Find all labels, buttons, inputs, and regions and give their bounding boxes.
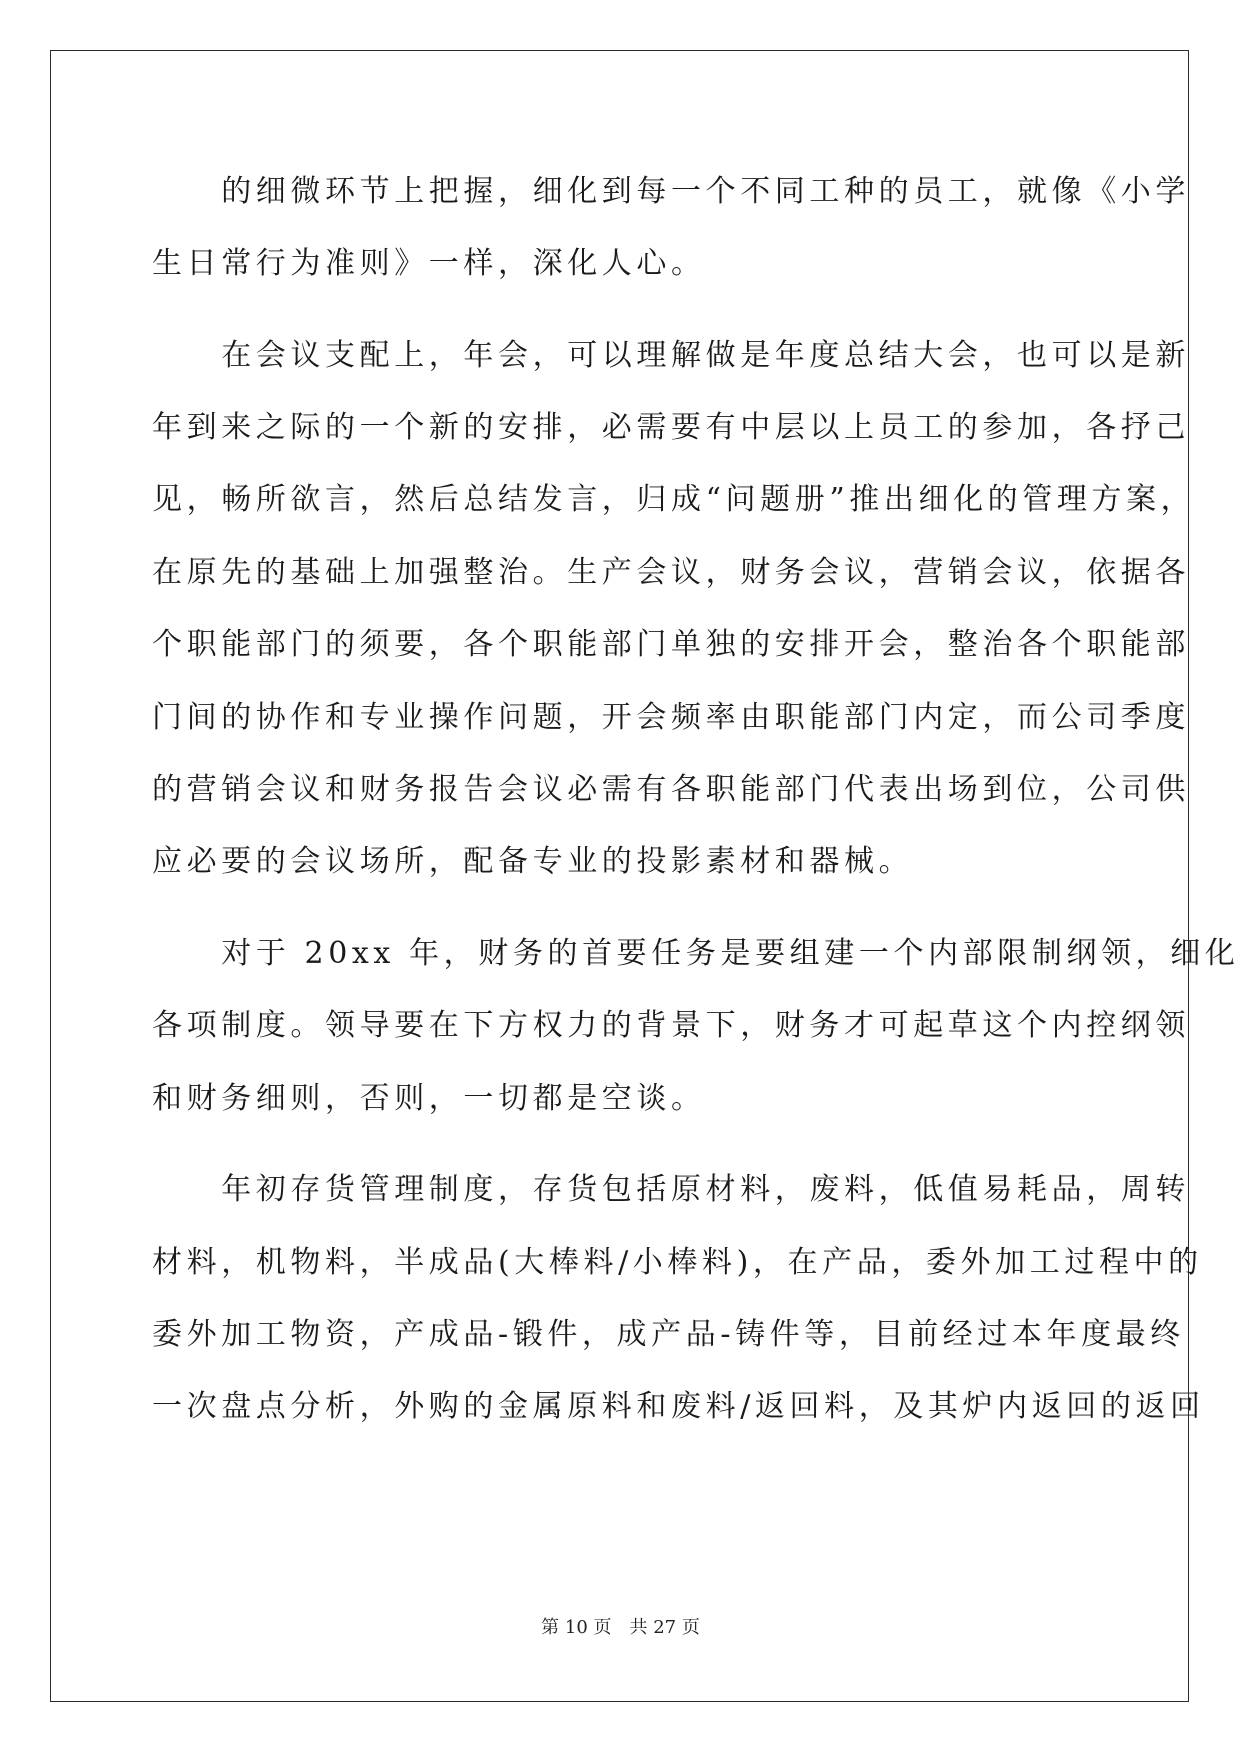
text-line: 的细微环节上把握，细化到每一个不同工种的员工，就像《小学 xyxy=(152,174,1190,209)
text-line: 材料，机物料，半成品(大棒料/小棒料)，在产品，委外加工过程中的 xyxy=(152,1245,1203,1280)
text-line: 和财务细则，否则，一切都是空谈。 xyxy=(152,1081,706,1116)
text-line: 各项制度。领导要在下方权力的背景下，财务才可起草这个内控纲领 xyxy=(152,1008,1190,1043)
text-line: 年到来之际的一个新的安排，必需要有中层以上员工的参加，各抒己 xyxy=(152,410,1190,445)
text-line: 应必要的会议场所，配备专业的投影素材和器械。 xyxy=(152,844,914,879)
text-line: 个职能部门的须要，各个职能部门单独的安排开会，整治各个职能部 xyxy=(152,627,1190,662)
text-line: 生日常行为准则》一样，深化人心。 xyxy=(152,246,706,281)
text-line: 在原先的基础上加强整治。生产会议，财务会议，营销会议，依据各 xyxy=(152,555,1190,590)
text-line: 年初存货管理制度，存货包括原材料，废料，低值易耗品，周转 xyxy=(152,1172,1190,1207)
text-line: 委外加工物资，产成品-锻件，成产品-铸件等，目前经过本年度最终 xyxy=(152,1317,1185,1352)
text-line: 门间的协作和专业操作问题，开会频率由职能部门内定，而公司季度 xyxy=(152,700,1190,735)
page-number: 第 10 页 共 27 页 xyxy=(541,1617,700,1638)
text-line: 见，畅所欲言，然后总结发言，归成“问题册”推出细化的管理方案， xyxy=(152,482,1196,517)
text-line: 在会议支配上，年会，可以理解做是年度总结大会，也可以是新 xyxy=(152,338,1190,373)
text-line: 一次盘点分析，外购的金属原料和废料/返回料，及其炉内返回的返回 xyxy=(152,1389,1205,1424)
text-line: 对于 20xx 年，财务的首要任务是要组建一个内部限制纲领，细化 xyxy=(152,936,1240,971)
text-line: 的营销会议和财务报告会议必需有各职能部门代表出场到位，公司供 xyxy=(152,772,1190,807)
